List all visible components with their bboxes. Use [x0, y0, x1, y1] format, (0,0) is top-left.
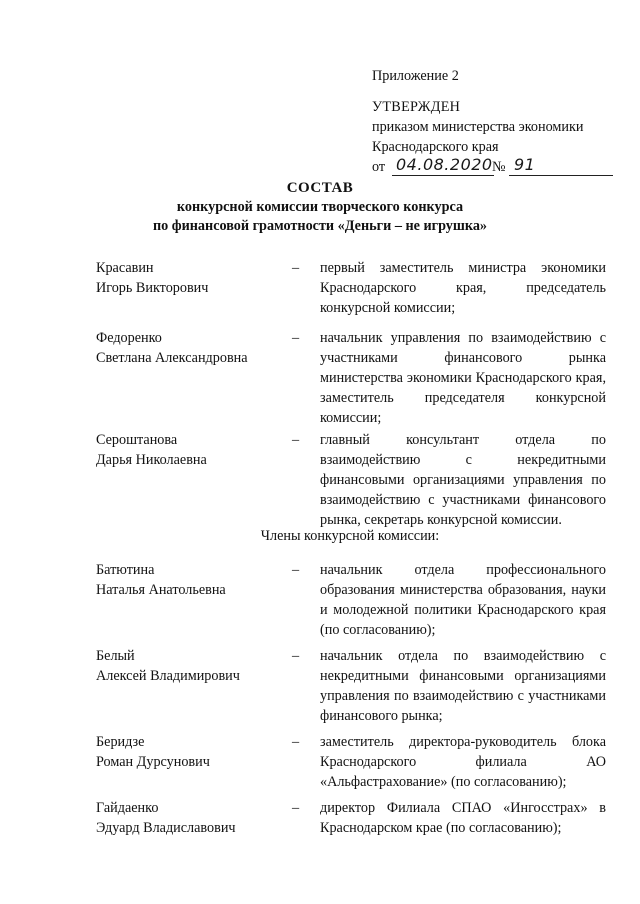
dash-separator: –	[292, 562, 300, 578]
person-role: заместитель директора-руководитель блока Краснодарского филиала АО «Альфастрахование» (по согласованию);	[320, 734, 606, 790]
person-surname: Белый	[96, 648, 135, 664]
person-given-name: Светлана Александровна	[96, 350, 248, 366]
person-given-name: Роман Дурсунович	[96, 754, 210, 770]
order-date-handwritten: 04.08.2020	[396, 155, 493, 174]
appendix-label: Приложение 2	[372, 68, 459, 84]
person-surname: Красавин	[96, 260, 154, 276]
title-line-2: конкурсной комиссии творческого конкурса	[176, 199, 464, 215]
dash-separator: –	[292, 734, 300, 750]
approval-line-1: приказом министерства экономики	[372, 119, 584, 135]
person-name	[96, 258, 286, 298]
dash-separator: –	[292, 432, 300, 448]
person-role: директор Филиала СПАО «Ингосстрах» в Краснодарском крае (по согласованию);	[320, 800, 606, 836]
order-line	[372, 157, 622, 179]
person-name	[96, 560, 286, 600]
order-no-handwritten: 91	[514, 155, 536, 174]
person-surname: Гайдаенко	[96, 800, 159, 816]
title-line-1: СОСТАВ	[286, 180, 354, 196]
order-no-label: №	[492, 159, 506, 175]
person-given-name: Наталья Анатольевна	[96, 582, 226, 598]
person-name	[96, 328, 286, 368]
person-given-name: Алексей Владимирович	[96, 668, 240, 684]
approved-stamp: УТВЕРЖДЕН	[372, 99, 461, 115]
document-title	[0, 178, 640, 236]
dash-separator: –	[292, 260, 300, 276]
order-from-label: от	[372, 159, 386, 175]
person-name	[96, 430, 286, 470]
order-no-underline	[509, 175, 613, 176]
person-role: начальник управления по взаимодействию с участниками финансового рынка министерства экономики Краснодарского края, заместитель председателя конкурсной комиссии;	[320, 330, 606, 426]
approval-block	[372, 97, 622, 179]
person-name	[96, 732, 286, 772]
person-given-name: Дарья Николаевна	[96, 452, 207, 468]
person-surname: Батютина	[96, 562, 155, 578]
person-role: начальник отдела профессионального образования министерства образования, науки и молодежной политики Краснодарского края (по согласованию);	[320, 562, 606, 638]
person-surname: Сероштанова	[96, 432, 178, 448]
person-name	[96, 798, 286, 838]
dash-separator: –	[292, 648, 300, 664]
person-surname: Федоренко	[96, 330, 162, 346]
person-given-name: Эдуард Владиславович	[96, 820, 236, 836]
title-line-3: по финансовой грамотности «Деньги – не игрушка»	[152, 218, 488, 234]
approval-line-2: Краснодарского края	[372, 139, 499, 155]
person-surname: Беридзе	[96, 734, 145, 750]
members-heading: Члены конкурсной комиссии:	[260, 528, 440, 544]
person-given-name: Игорь Викторович	[96, 280, 209, 296]
order-date-underline	[392, 175, 494, 176]
person-role: первый заместитель министра экономики Краснодарского края, председатель конкурсной комиссии;	[320, 260, 606, 316]
dash-separator: –	[292, 330, 300, 346]
person-role: начальник отдела по взаимодействию с некредитными финансовыми организациями управления по взаимодействию с участниками финансового рынка;	[320, 648, 606, 724]
person-role: главный консультант отдела по взаимодействию с некредитными финансовыми организациями управления по взаимодействию с участниками финансового рынка, секретарь конкурсной комиссии.	[320, 432, 606, 528]
person-name	[96, 646, 286, 686]
dash-separator: –	[292, 800, 300, 816]
